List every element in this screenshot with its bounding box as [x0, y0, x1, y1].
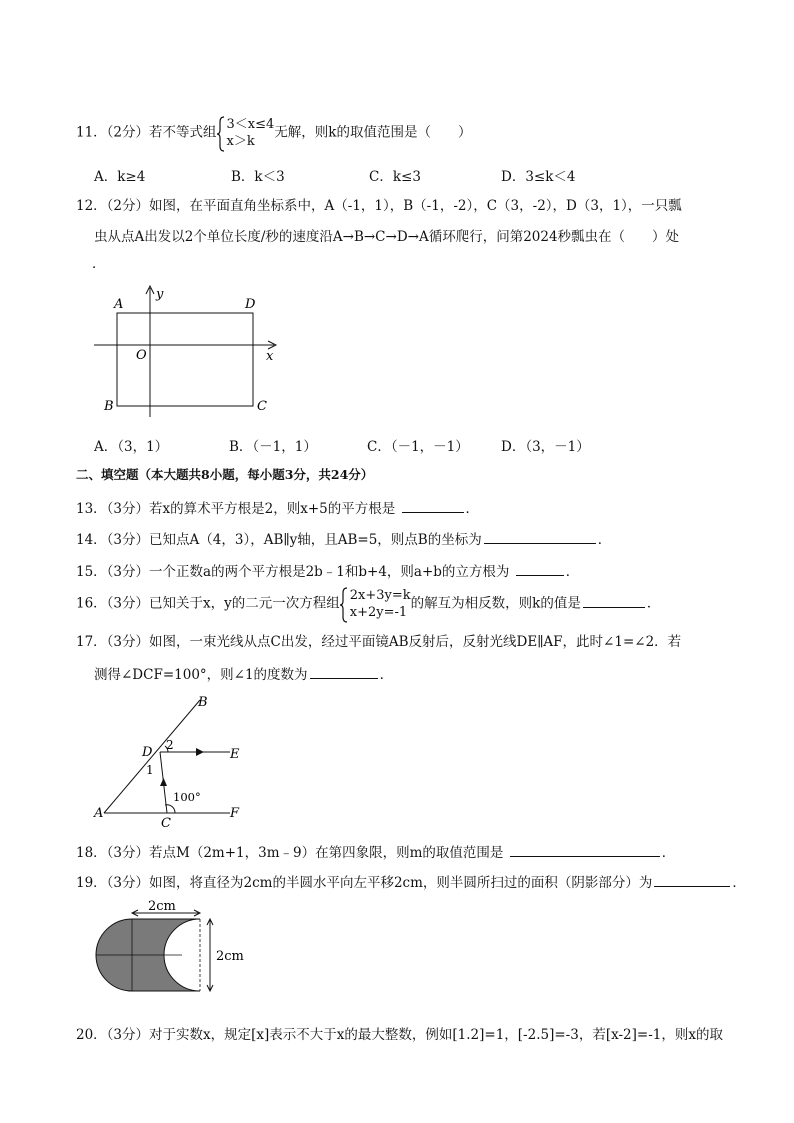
q11-stem: [76, 116, 472, 150]
q11-option-c: C．k≤3: [369, 169, 421, 185]
q12-line-1: 12．（2分）如图，在平面直角坐标系中，A（-1，1），B（-1，-2），C（3，-2），D（3，1），一只瓢: [76, 198, 682, 214]
q11-system-line-1: 3＜x≤4: [226, 117, 275, 132]
q18: [76, 842, 675, 862]
label-right-2cm: 2cm: [216, 949, 244, 964]
q13-text: 13．（3分）若x的算术平方根是2，则x+5的平方根是: [76, 501, 396, 517]
label-c: C: [257, 399, 267, 414]
label-e: E: [230, 747, 240, 762]
q12-coordinate-figure: [90, 282, 290, 422]
q19-semicircle-figure: [92, 898, 262, 998]
label-a: A: [114, 297, 124, 312]
label-d: D: [142, 745, 153, 760]
q16-system-line-1: 2x+3y=k: [349, 588, 411, 603]
q18-text: 18．（3分）若点M（2m+1，3m﹣9）在第四象限，则m的取值范围是: [76, 845, 504, 861]
q16-suffix: 的解互为相反数，则k的值是: [410, 595, 581, 612]
label-b: B: [104, 399, 114, 414]
q14-text: 14．（3分）已知点A（4，3），AB∥y轴，且AB=5，则点B的坐标为: [76, 532, 482, 548]
q11-inequality-system: [217, 116, 275, 150]
q11-prefix: 11．（2分）若不等式组: [76, 124, 217, 141]
q14-end: ．: [597, 532, 612, 548]
ray-de-arrow-icon: [196, 748, 204, 756]
q14: [76, 529, 611, 549]
q12-option-d: D．（3，－1）: [501, 439, 590, 455]
q17-reflection-figure: [88, 690, 258, 830]
q17-end: ．: [379, 667, 394, 683]
q15-answer-blank[interactable]: [516, 561, 564, 576]
q15-end: ．: [565, 564, 580, 580]
q18-answer-blank[interactable]: [510, 842, 660, 857]
label-angle-100: 100°: [173, 790, 201, 804]
q19-answer-blank[interactable]: [654, 872, 730, 887]
q12-line-3: ．: [92, 256, 106, 272]
label-angle-1: 1: [146, 763, 154, 777]
label-x: x: [266, 349, 274, 364]
q12-option-c: C．（－1，－1）: [367, 439, 469, 455]
left-brace-icon: [217, 116, 225, 152]
q15-text: 15．（3分）一个正数a的两个平方根是2b﹣1和b+4，则a+b的立方根为: [76, 564, 510, 580]
q14-answer-blank[interactable]: [484, 529, 596, 544]
q19: [76, 872, 746, 892]
label-y: y: [156, 287, 164, 302]
q13-end: ．: [465, 501, 480, 517]
label-d: D: [245, 297, 256, 312]
label-b: B: [198, 695, 208, 710]
q11-system-line-2: x＞k: [226, 134, 255, 149]
q11-suffix: 无解，则k的取值范围是（ ）: [274, 124, 472, 141]
q11-option-a: A．k≥4: [94, 169, 146, 185]
label-f: F: [230, 806, 240, 821]
label-c: C: [161, 816, 171, 830]
q19-end: ．: [732, 875, 746, 891]
q16-answer-blank[interactable]: [583, 593, 645, 608]
q12-option-b: B．（－1，1）: [229, 439, 317, 455]
left-brace-icon: [340, 587, 348, 623]
q13: [76, 498, 479, 518]
label-o: O: [136, 348, 147, 363]
label-top-2cm: 2cm: [148, 899, 176, 914]
label-angle-2: 2: [166, 738, 174, 752]
q16-prefix: 16．（3分）已知关于x，y的二元一次方程组: [76, 595, 340, 612]
q16-equation-system: [340, 587, 411, 621]
q20-line-1: 20．（3分）对于实数x，规定[x]表示不大于x的最大整数，例如[1.2]=1，[-2.5]=-3，若[x-2]=-1，则x的取: [76, 1027, 723, 1043]
q17-line-2-text: 测得∠DCF=100°，则∠1的度数为: [94, 667, 308, 683]
q16-stem: [76, 587, 660, 621]
q19-text: 19．（3分）如图，将直径为2cm的半圆水平向左平移2cm，则半圆所扫过的面积（阴影部分）为: [76, 875, 653, 891]
section-2-title: 二、填空题（本大题共8小题，每小题3分，共24分）: [76, 467, 374, 482]
q12-option-a: A．（3，1）: [94, 439, 169, 455]
q17-line-1: 17．（3分）如图，一束光线从点C出发，经过平面镜AB反射后，反射光线DE∥AF，此时∠1=∠2．若: [76, 634, 682, 650]
q12-line-2: 虫从点A出发以2个单位长度/秒的速度沿A→B→C→D→A循环爬行，问第2024秒瓢虫在（ ）处: [94, 229, 680, 245]
q18-end: ．: [661, 845, 676, 861]
q11-option-b: B．k＜3: [231, 169, 285, 185]
label-a: A: [94, 806, 104, 821]
q16-end: ．: [646, 595, 661, 612]
ray-cd-arrow-icon: [160, 778, 167, 786]
q11-option-d: D．3≤k＜4: [501, 169, 576, 185]
q17-answer-blank[interactable]: [310, 664, 378, 679]
q13-answer-blank[interactable]: [402, 498, 464, 513]
q15: [76, 561, 579, 581]
q17-line-2: [94, 664, 393, 684]
q16-system-line-2: x+2y=-1: [349, 605, 408, 620]
